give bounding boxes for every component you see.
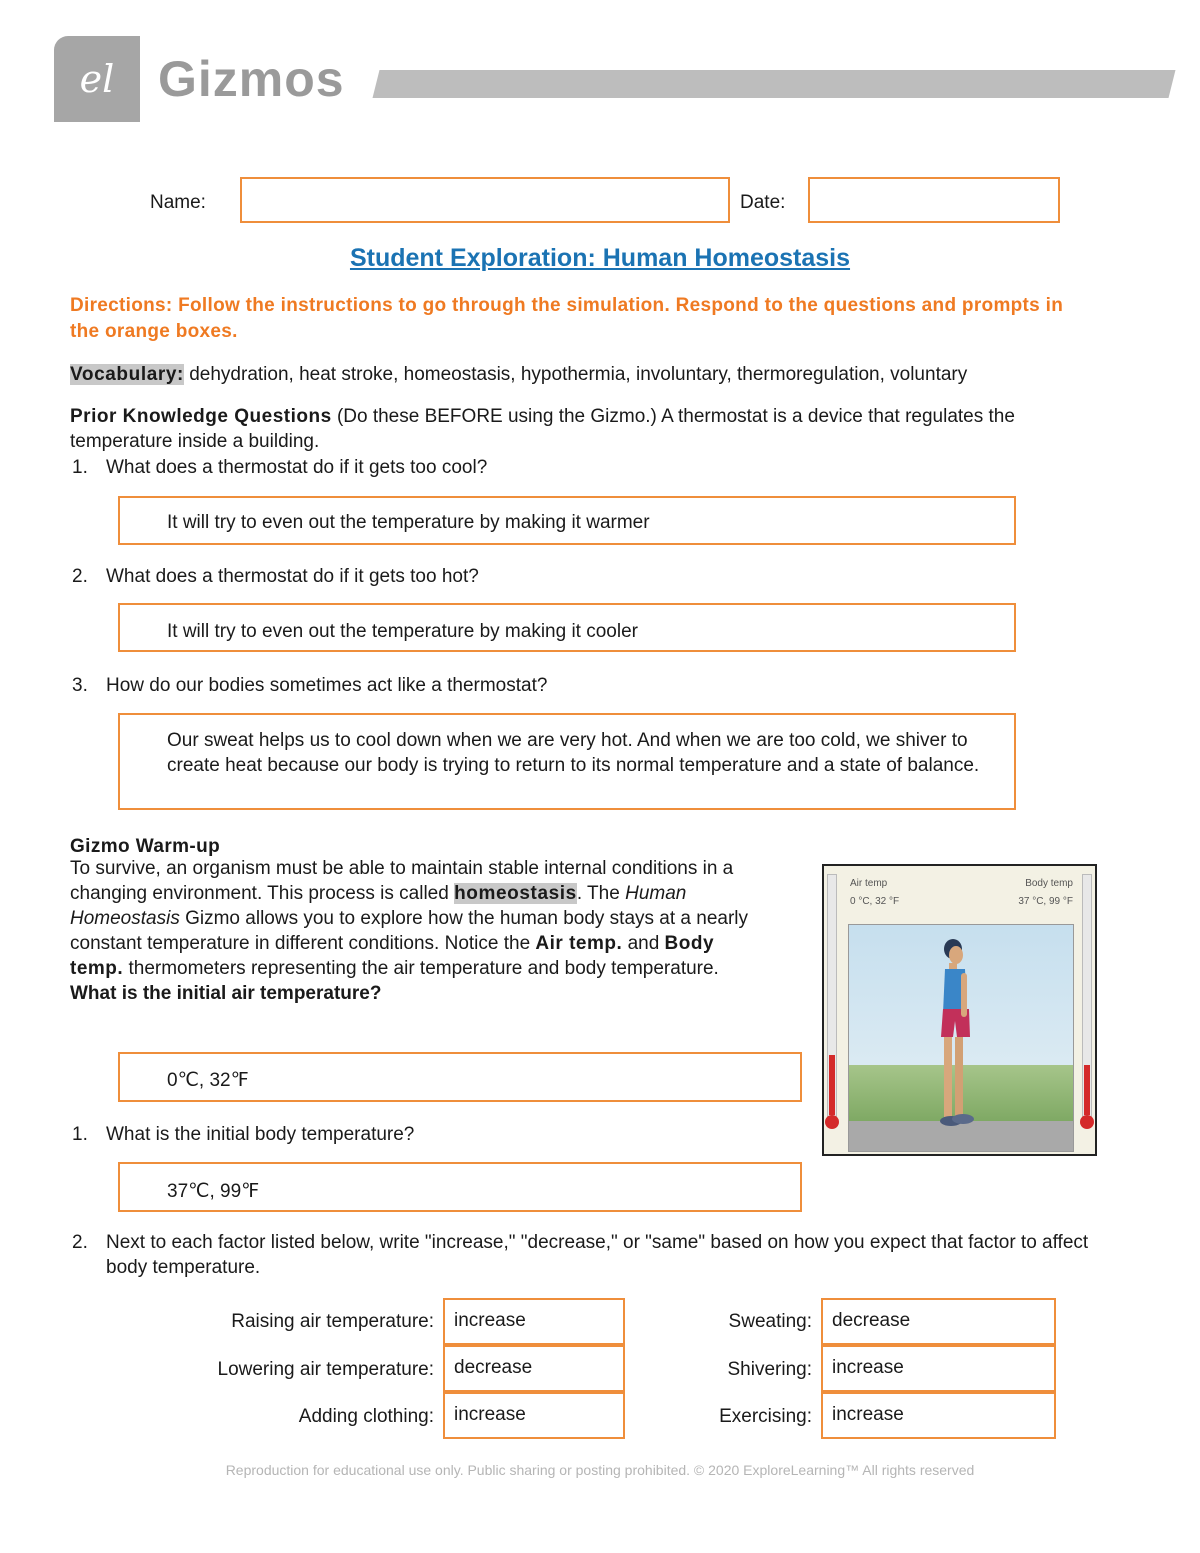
warmup-question: What is the initial air temperature?: [70, 983, 382, 1004]
question-number: 1.: [72, 1124, 88, 1145]
warmup-and: and: [627, 933, 660, 954]
answer-text: 0℃, 32℉: [167, 1070, 249, 1091]
answer-box[interactable]: [118, 1052, 802, 1102]
body-temp-value: 37 °C, 99 °F: [1018, 896, 1073, 907]
factor-label: Shivering:: [727, 1359, 812, 1380]
answer-box[interactable]: [118, 603, 1016, 652]
answer-text: Our sweat helps us to cool down when we are very hot. And when we are too cold, we shiver to create heat because our body is trying to return to its normal temperature and a state of balance.: [167, 730, 980, 776]
date-field[interactable]: [808, 177, 1060, 223]
factor-answer: increase: [832, 1404, 904, 1425]
page-title: Student Exploration: Human Homeostasis: [349, 244, 851, 272]
prior-knowledge-heading: Prior Knowledge Questions: [70, 406, 332, 427]
date-label: Date:: [740, 192, 786, 213]
factor-answer: increase: [832, 1357, 904, 1378]
badge-letters: el: [79, 57, 115, 101]
name-label: Name:: [150, 192, 206, 213]
prior-knowledge-text: (Do these BEFORE using the Gizmo.) A thermostat is a device that regulates the temperature inside a building.: [70, 406, 1015, 452]
air-temp-value: 0 °C, 32 °F: [850, 896, 900, 907]
gizmo-name: Human Homeostasis: [70, 883, 687, 929]
question-number: 2.: [72, 566, 88, 587]
question-text: Next to each factor listed below, write "increase," "decrease," or "same" based on how you expect that factor to affect body temperature.: [106, 1232, 1089, 1278]
factor-answer-field[interactable]: [443, 1298, 625, 1345]
factor-answer-field[interactable]: [443, 1392, 625, 1439]
warmup-text-2: . The: [576, 883, 620, 904]
question-text: What does a thermostat do if it gets too cool?: [106, 457, 488, 478]
warmup-heading: Gizmo Warm-up: [70, 836, 221, 857]
question-text: How do our bodies sometimes act like a thermostat?: [106, 675, 548, 696]
factor-label: Exercising:: [719, 1406, 812, 1427]
footer-copyright: Reproduction for educational use only. Public sharing or posting prohibited. © 2020 ExploreLearning™ All rights reserved: [225, 1462, 975, 1478]
factor-answer: increase: [454, 1404, 526, 1425]
prior-knowledge-intro: [70, 404, 1110, 454]
vocabulary-terms: dehydration, heat stroke, homeostasis, hypothermia, involuntary, thermoregulation, voluntary: [189, 364, 968, 385]
question-text: What does a thermostat do if it gets too hot?: [106, 566, 479, 587]
factor-answer-field[interactable]: [821, 1298, 1056, 1345]
warmup-text-4: thermometers representing the air temperature and body temperature.: [128, 958, 719, 979]
warmup-text-3: Gizmo allows you to explore how the human body stays at a nearly constant temperature in different conditions. Notice the: [70, 908, 749, 954]
directions: Directions: Follow the instructions to go through the simulation. Respond to the questions and prompts in the orange boxes.: [70, 295, 1064, 342]
factor-answer-field[interactable]: [443, 1345, 625, 1392]
factor-label: Lowering air temperature:: [217, 1359, 434, 1380]
air-temp-term: Air temp.: [535, 933, 623, 954]
factor-answer-field[interactable]: [821, 1345, 1056, 1392]
factor-label: Sweating:: [728, 1311, 812, 1332]
vocabulary-label: Vocabulary:: [70, 364, 184, 385]
question-text: What is the initial body temperature?: [106, 1124, 415, 1145]
answer-text: It will try to even out the temperature by making it cooler: [167, 621, 638, 642]
brand-name: Gizmos: [158, 51, 345, 107]
answer-text: 37℃, 99℉: [167, 1181, 260, 1202]
body-thermometer: [1082, 874, 1092, 1124]
air-thermometer: [827, 874, 837, 1124]
homeostasis-term: homeostasis: [454, 883, 577, 904]
body-temp-label: Body temp: [1025, 878, 1073, 889]
question-number: 1.: [72, 457, 88, 478]
explorelearning-logo-badge: [54, 36, 140, 122]
name-field[interactable]: [240, 177, 730, 223]
factor-label: Adding clothing:: [298, 1406, 434, 1427]
warmup-paragraph: [70, 856, 750, 1006]
answer-box[interactable]: [118, 496, 1016, 545]
factor-answer: decrease: [454, 1357, 533, 1378]
warmup-text-1: To survive, an organism must be able to maintain stable internal conditions in a changing environment. This process is called: [70, 858, 734, 904]
header-bar: [373, 70, 1176, 98]
simulation-screenshot: [822, 864, 1097, 1156]
factor-answer: decrease: [832, 1310, 911, 1331]
question-number: 2.: [72, 1232, 88, 1253]
vocabulary-line: [70, 362, 1130, 387]
simulation-scene: [848, 924, 1074, 1152]
answer-box[interactable]: [118, 1162, 802, 1212]
factor-answer-field[interactable]: [821, 1392, 1056, 1439]
question-number: 3.: [72, 675, 88, 696]
factor-label: Raising air temperature:: [231, 1311, 434, 1332]
body-temp-term: Body temp.: [70, 933, 715, 979]
answer-box[interactable]: [118, 713, 1016, 810]
air-temp-label: Air temp: [850, 878, 888, 889]
factor-answer: increase: [454, 1310, 526, 1331]
answer-text: It will try to even out the temperature by making it warmer: [167, 512, 650, 533]
person-figure: [849, 925, 1073, 1151]
